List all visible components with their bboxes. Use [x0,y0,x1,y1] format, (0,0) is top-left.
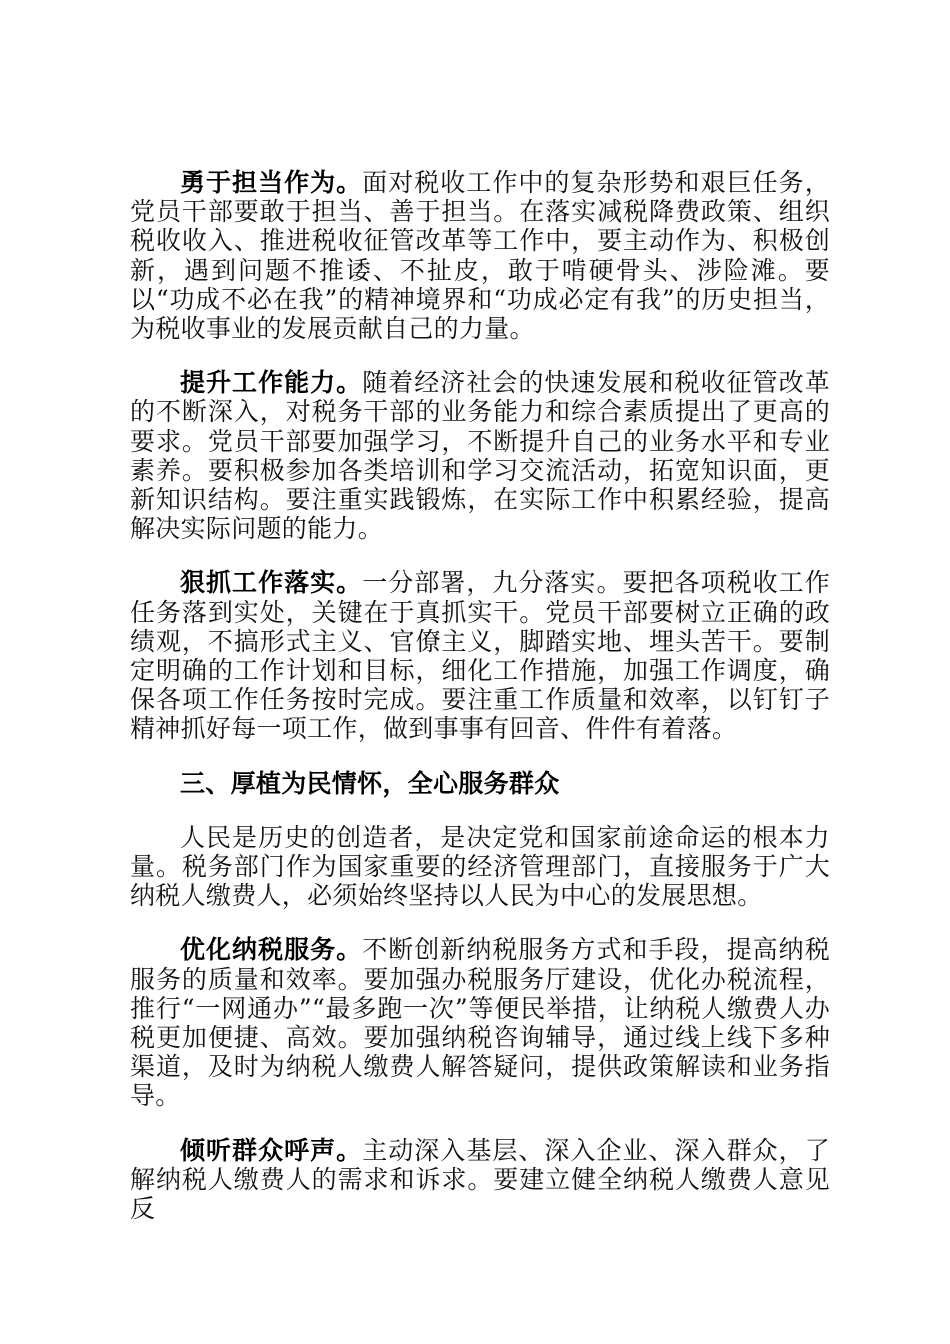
paragraph-lead: 勇于担当作为。 [180,168,363,197]
paragraph-text: 随着经济社会的快速发展和税收征管改革的不断深入，对税务干部的业务能力和综合素质提出了更高的要求。党员干部要加强学习，不断提升自己的业务水平和专业素养。要积极参加各类培训和学习交流活动，拓宽知识面，更新知识结构。要注重实践锻炼，在实际工作中积累经验，提高解决实际问题的能力。 [130,368,830,544]
section-intro: 人民是历史的创造者，是决定党和国家前途命运的根本力量。税务部门作为国家重要的经济管理部门，直接服务于广大纳税人缴费人，必须始终坚持以人民为中心的发展思想。 [130,822,830,911]
paragraph-text: 一分部署，九分落实。要把各项税收工作任务落到实处，关键在于真抓实干。党员干部要树立正确的政绩观，不搞形式主义、官僚主义，脚踏实地、埋头苦干。要制定明确的工作计划和目标，细化工作措施，加强工作调度，确保各项工作任务按时完成。要注重工作质量和效率，以钉钉子精神抓好每一项工作，做到事事有回音、件件有着落。 [130,568,830,744]
paragraph-ability [130,368,830,543]
paragraph-implementation [130,568,830,743]
section-heading: 三、厚植为民情怀，全心服务群众 [180,768,560,798]
paragraph-lead: 提升工作能力。 [180,368,363,398]
paragraph-lead: 倾听群众呼声。 [180,1135,363,1165]
paragraph-text: 不断创新纳税服务方式和手段，提高纳税服务的质量和效率。要加强办税服务厅建设，优化办税流程，推行“一网通办”“最多跑一次”等便民举措，让纳税人缴费人办税更加便捷、高效。要加强纳税咨询辅导，通过线上线下多种渠道，及时为纳税人缴费人解答疑问，提供政策解读和业务指导。 [130,935,830,1111]
paragraph-lead: 优化纳税服务。 [180,935,363,965]
paragraph-lead: 狠抓工作落实。 [180,568,363,598]
paragraph-listen [130,1136,830,1224]
paragraph-text: 主动深入基层、深入企业、深入群众，了解纳税人缴费人的需求和诉求。要建立健全纳税人缴费人意见反 [130,1135,830,1224]
paragraph-courage [130,168,830,343]
paragraph-text: 面对税收工作中的复杂形势和艰巨任务，党员干部要敢于担当、善于担当。在落实减税降费政策、组织税收收入、推进税收征管改革等工作中，要主动作为、积极创新，遇到问题不推诿、不扯皮，敢于啃硬骨头、涉险滩。要以“功成不必在我”的精神境界和“功成必定有我”的历史担当，为税收事业的发展贡献自己的力量。 [130,168,830,344]
document-body [130,168,830,1248]
paragraph-service [130,935,830,1110]
